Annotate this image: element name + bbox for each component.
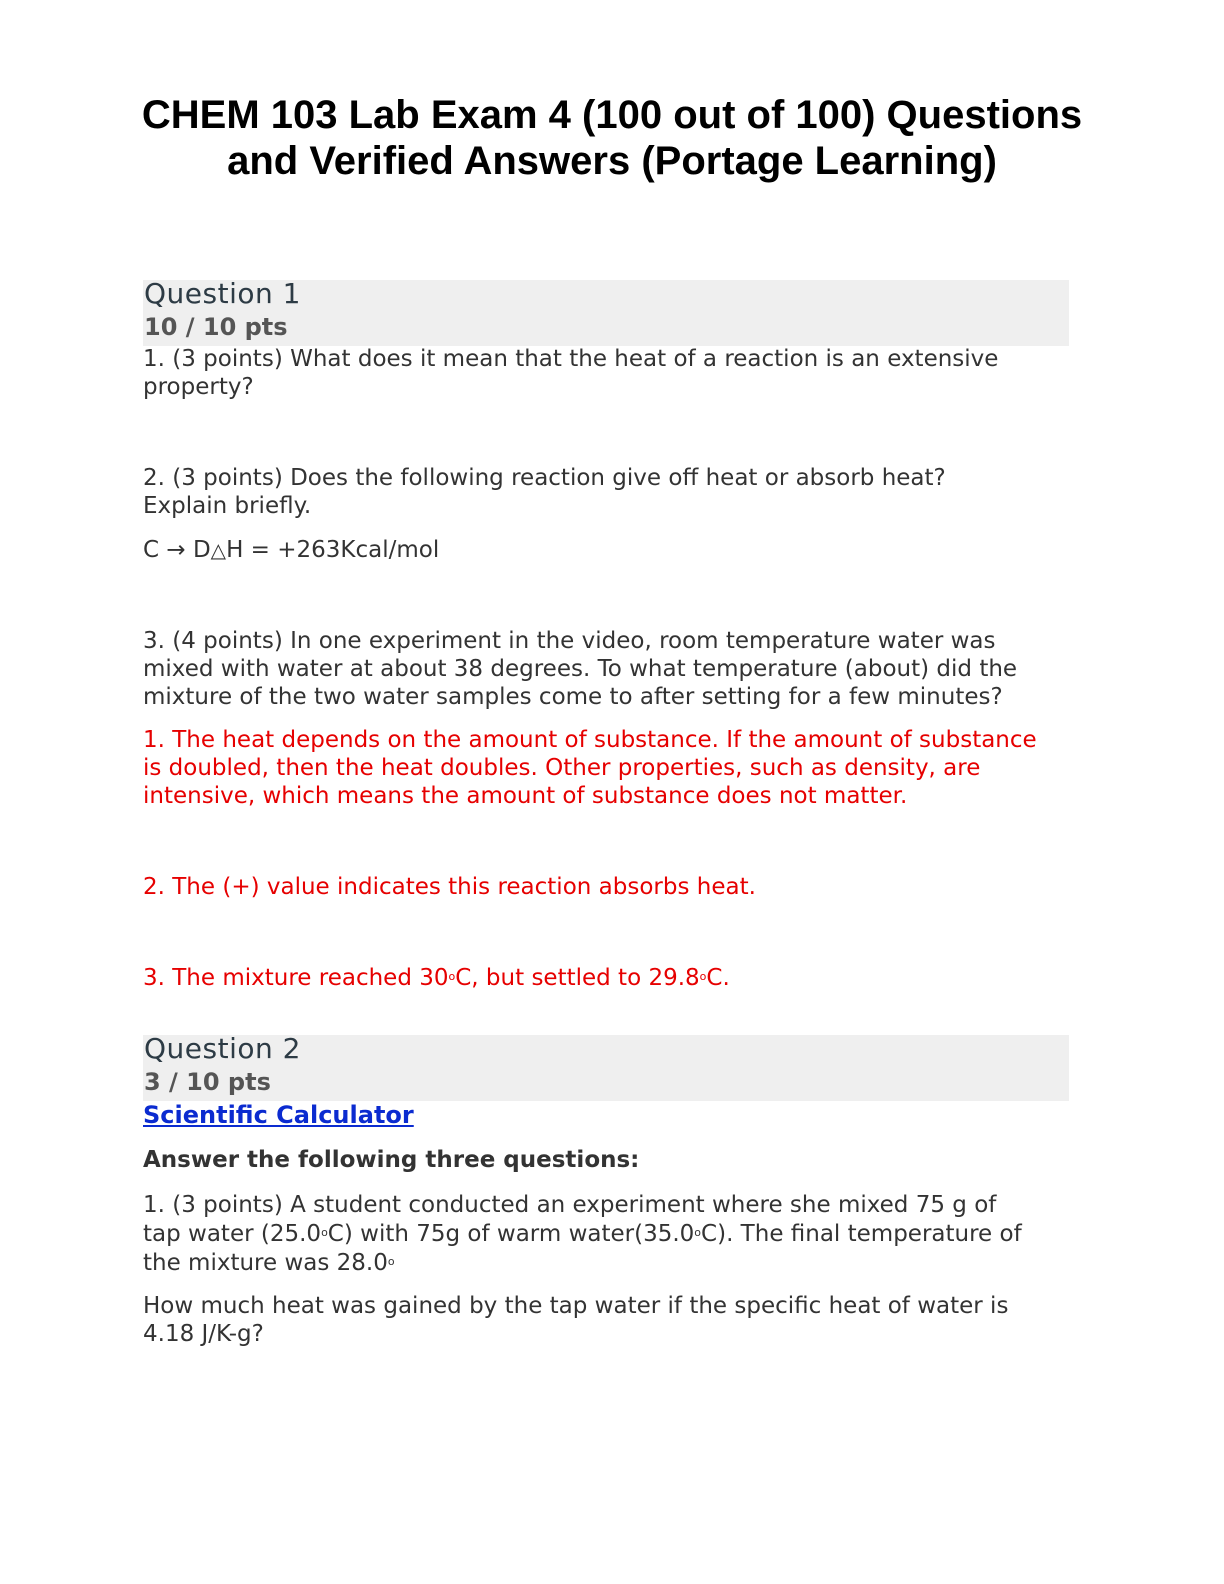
question-1-title: Question 1 [144,277,301,310]
document-title [100,92,1124,184]
question-1-part-2: 2. (3 points) Does the following reaction give off heat or absorb heat? Explain briefly. [143,465,946,519]
question-1-score: 10 / 10 pts [144,313,288,341]
question-2-title: Question 2 [144,1032,301,1065]
question-2-part-1: 1. (3 points) A student conducted an experiment where she mixed 75 g of tap water (25.0$^o$C) with 75g of warm water(35.0$^o$C). The final temperature of the mixture was 28.0$^o$ [143,1192,1022,1276]
answer-1-part-3: 3. The mixture reached 30$^o$C, but settled to 29.8$^o$C. [143,965,730,991]
question-2-score: 3 / 10 pts [144,1068,271,1096]
answer-1-part-2: 2. The (+) value indicates this reaction absorbs heat. [143,874,756,900]
question-1-header [143,277,1069,346]
document-title-line-2: and Verified Answers (Portage Learning) [227,139,997,183]
delta-icon: △ [210,538,227,562]
question-2-followup: How much heat was gained by the tap water if the specific heat of water is 4.18 J/K-g? [143,1293,1009,1347]
document-title-line-1: CHEM 103 Lab Exam 4 (100 out of 100) Questions [141,93,1083,137]
answer-1-part-1: 1. The heat depends on the amount of substance. If the amount of substance is doubled, then the heat doubles. Other properties, such as density, are intensive, which means the amount of substance does not matter. [143,727,1037,809]
question-1-part-1: 1. (3 points) What does it mean that the heat of a reaction is an extensive property? [143,346,999,400]
question-2-instruction: Answer the following three questions: [143,1147,640,1173]
question-1-part-3: 3. (4 points) In one experiment in the video, room temperature water was mixed with water at about 38 degrees. To what temperature (about) did the mixture of the two water samples come to after setting for a few minutes? [143,628,1018,710]
question-2-header [143,1032,1069,1101]
reaction-equation: C → D△H = +263Kcal/mol [143,537,440,563]
scientific-calculator-link[interactable]: Scientific Calculator [143,1101,414,1129]
